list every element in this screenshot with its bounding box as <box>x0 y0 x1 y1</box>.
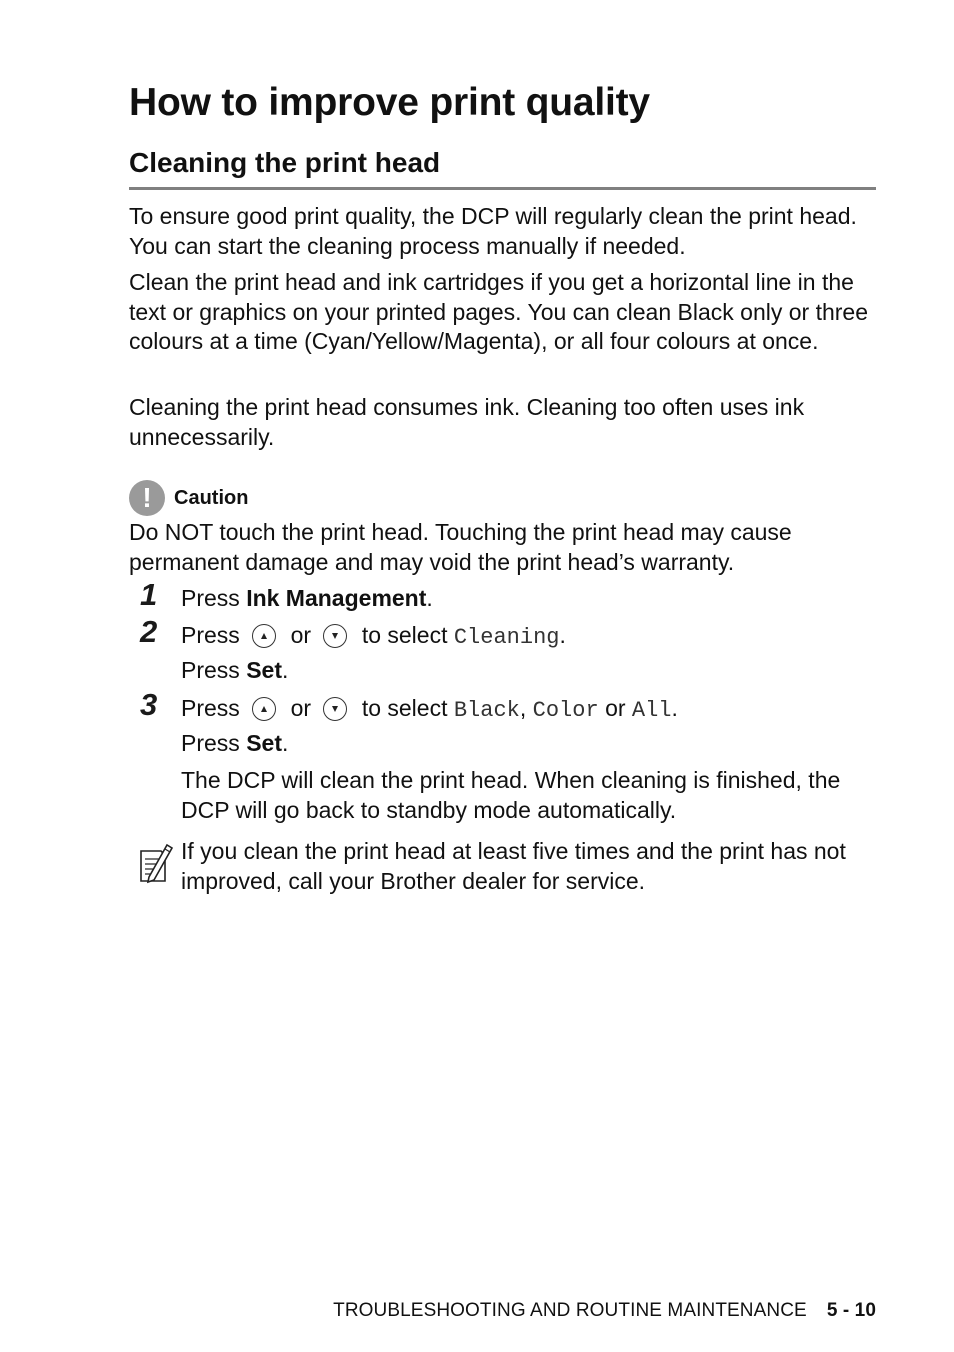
ink-usage-paragraph: Cleaning the print head consumes ink. Cleaning too often uses ink unnecessarily. <box>129 394 805 450</box>
key-name: Set <box>246 657 282 683</box>
punctuation: . <box>671 695 678 721</box>
step-3-set-line <box>181 729 876 759</box>
punctuation: . <box>281 730 289 756</box>
punctuation: . <box>281 657 289 683</box>
cleaning-paragraph: Clean the print head and ink cartridges if you get a horizontal line in the text or graphics on your printed pages. You can clean Black only or three colours at a time (Cyan/Yellow/Magenta), or all four colours at once. <box>129 269 869 354</box>
step-1-line <box>181 584 876 614</box>
key-name: Set <box>246 730 282 756</box>
step-number: 1 <box>140 577 158 612</box>
down-arrow-key-icon <box>323 624 347 648</box>
up-arrow-key-icon <box>252 624 276 648</box>
step-2-set-line <box>181 656 876 686</box>
or-word: or <box>605 695 626 721</box>
exclamation-icon: ! <box>129 480 165 516</box>
page-number: 5 - 10 <box>826 1300 876 1321</box>
step-number: 2 <box>140 614 158 649</box>
down-arrow-key-icon <box>323 697 347 721</box>
page-footer <box>333 1300 876 1322</box>
manual-page <box>129 0 876 1352</box>
menu-option: Black <box>453 698 520 723</box>
page-title: How to improve print quality <box>129 81 650 124</box>
note-pencil-icon <box>135 841 175 885</box>
caution-text: Do NOT touch the print head. Touching the print head may cause permanent damage and may void the print head’s warranty. <box>129 519 792 575</box>
press-word: Press <box>181 730 240 756</box>
to-select-words: to select <box>361 622 448 648</box>
press-word: Press <box>181 622 240 648</box>
or-word: or <box>290 695 312 721</box>
punctuation: . <box>426 585 433 611</box>
up-arrow-key-icon <box>252 697 276 721</box>
menu-option: All <box>631 698 672 723</box>
section-heading: Cleaning the print head <box>129 147 441 178</box>
punctuation: . <box>559 622 566 648</box>
chapter-title: TROUBLESHOOTING AND ROUTINE MAINTENANCE <box>333 1300 807 1321</box>
heading-rule <box>129 187 876 190</box>
press-word: Press <box>181 657 240 683</box>
caution-heading <box>129 480 248 516</box>
press-word: Press <box>181 585 240 611</box>
or-word: or <box>290 622 312 648</box>
step-3-description: The DCP will clean the print head. When cleaning is finished, the DCP will go back to standby mode automatically. <box>181 767 841 823</box>
key-name: Ink Management <box>246 585 427 611</box>
step-2-line <box>181 621 876 653</box>
to-select-words: to select <box>361 695 448 721</box>
menu-option: Color <box>532 698 599 723</box>
press-word: Press <box>181 695 240 721</box>
intro-paragraph: To ensure good print quality, the DCP will regularly clean the print head. You can start the cleaning process manually if needed. <box>129 203 857 259</box>
note-text: If you clean the print head at least five times and the print has not improved, call your Brother dealer for service. <box>181 838 846 894</box>
step-number: 3 <box>140 687 158 722</box>
step-3-line <box>181 694 876 726</box>
caution-label: Caution <box>174 486 249 509</box>
punctuation: , <box>519 695 527 721</box>
menu-option: Cleaning <box>453 625 560 650</box>
